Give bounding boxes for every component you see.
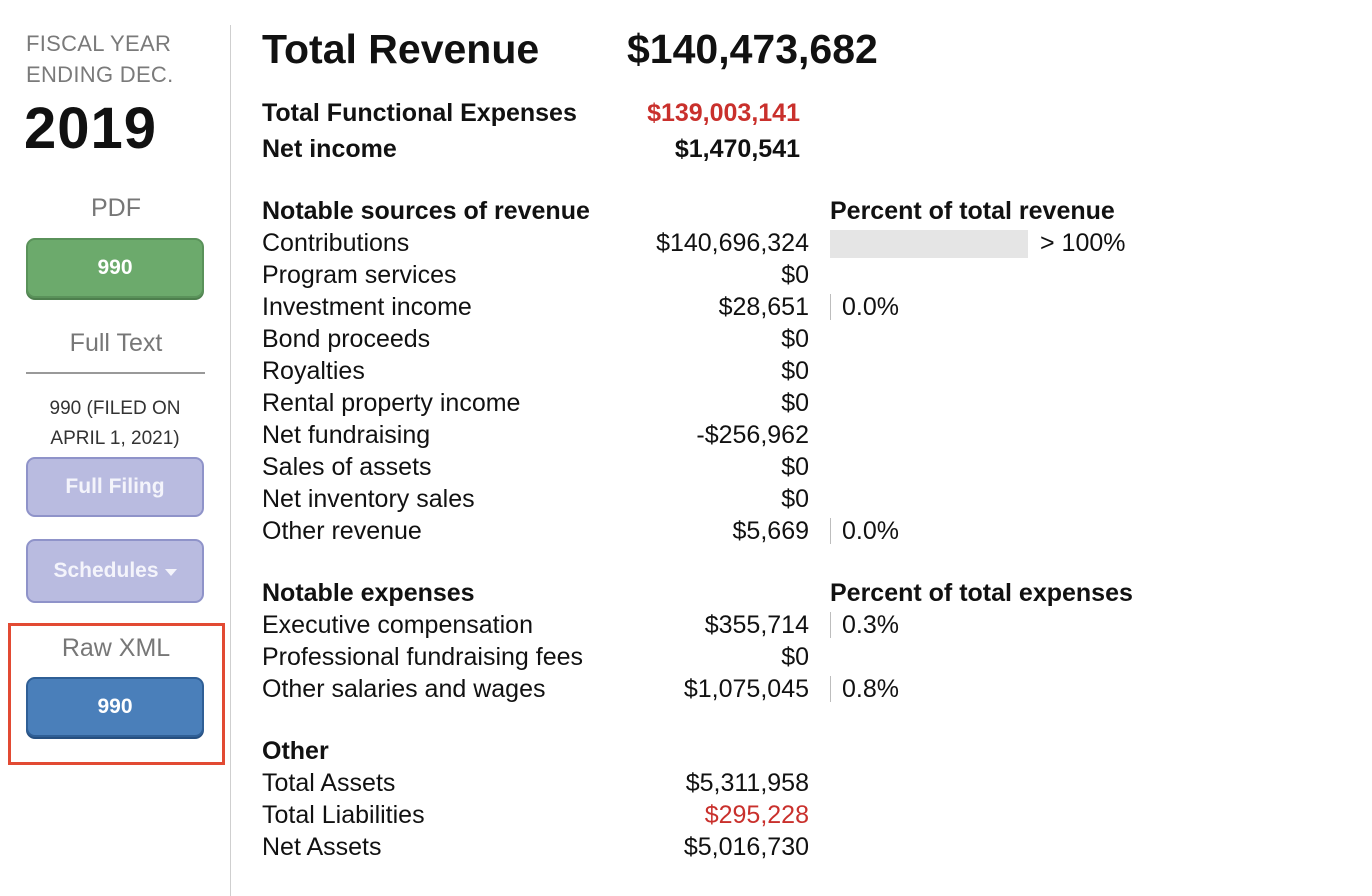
full-filing-button-label: Full Filing <box>65 475 165 498</box>
expenses-row-value: $1,075,045 <box>683 675 809 703</box>
revenue-row-label: Rental property income <box>262 389 521 417</box>
revenue-row-value: $0 <box>781 389 809 417</box>
revenue-row-value: $0 <box>781 485 809 513</box>
expenses-row-value: $355,714 <box>704 611 809 639</box>
revenue-row-label: Contributions <box>262 229 410 257</box>
schedules-button-label: Schedules <box>53 559 159 582</box>
net-income-label: Net income <box>262 135 397 163</box>
revenue-row-label: Net fundraising <box>262 421 431 449</box>
expenses-percent-bar <box>830 676 831 702</box>
other-row-label: Total Assets <box>262 769 396 797</box>
other-row-value: $5,016,730 <box>683 833 809 861</box>
fiscal-year: 2019 <box>24 96 158 161</box>
total-revenue-label: Total Revenue <box>262 26 540 72</box>
other-row-label: Total Liabilities <box>262 801 425 829</box>
expenses-percent-heading: Percent of total expenses <box>830 579 1133 607</box>
expenses-row-percent: 0.8% <box>842 675 899 703</box>
net-income-value: $1,470,541 <box>674 135 800 163</box>
expenses-row-label: Professional fundraising fees <box>262 643 584 671</box>
schedules-dropdown-button[interactable] <box>26 539 204 603</box>
revenue-percent-heading: Percent of total revenue <box>830 197 1115 225</box>
expenses-percent-bar <box>830 612 831 638</box>
raw-xml-label: Raw XML <box>61 634 171 662</box>
expenses-heading: Notable expenses <box>262 579 475 607</box>
expenses-row-label: Other salaries and wages <box>262 675 546 703</box>
revenue-row-percent: 0.0% <box>842 517 899 545</box>
expenses-row-percent: 0.3% <box>842 611 899 639</box>
revenue-row-label: Royalties <box>262 357 365 385</box>
revenue-row-percent: > 100% <box>1040 229 1126 257</box>
other-row-value: $5,311,958 <box>685 769 809 797</box>
revenue-row-label: Other revenue <box>262 517 422 545</box>
total-expenses-value: $139,003,141 <box>647 99 800 127</box>
total-revenue-value: $140,473,682 <box>627 26 878 72</box>
financial-summary <box>262 0 1362 896</box>
revenue-heading: Notable sources of revenue <box>262 197 590 225</box>
revenue-row-value: $28,651 <box>718 293 809 321</box>
pdf-label: PDF <box>91 194 141 222</box>
revenue-row-value: $0 <box>781 453 809 481</box>
revenue-row-label: Program services <box>262 261 457 289</box>
expenses-row-label: Executive compensation <box>262 611 533 639</box>
caret-down-icon <box>165 569 177 576</box>
other-row-label: Net Assets <box>262 833 382 861</box>
fiscal-year-label: FISCAL YEAR ENDING DEC. <box>26 31 174 87</box>
raw-xml-990-button[interactable]: 990 <box>26 677 204 737</box>
expenses-row-value: $0 <box>781 643 809 671</box>
revenue-percent-bar <box>830 230 1028 258</box>
revenue-row-value: -$256,962 <box>696 421 809 449</box>
revenue-row-label: Net inventory sales <box>262 485 475 513</box>
revenue-percent-bar <box>830 294 831 320</box>
full-filing-button[interactable] <box>26 457 204 517</box>
full-text-label: Full Text <box>69 329 163 357</box>
revenue-row-value: $0 <box>781 261 809 289</box>
pdf-990-button[interactable]: 990 <box>26 238 204 298</box>
revenue-percent-bar <box>830 518 831 544</box>
filed-date-label: 990 (FILED ON APRIL 1, 2021) <box>49 398 181 449</box>
revenue-row-value: $140,696,324 <box>656 229 809 257</box>
revenue-row-label: Sales of assets <box>262 453 432 481</box>
revenue-row-percent: 0.0% <box>842 293 899 321</box>
sidebar-divider <box>230 25 231 896</box>
other-heading: Other <box>262 737 329 765</box>
filing-sidebar <box>0 0 230 896</box>
other-row-value: $295,228 <box>704 801 809 829</box>
revenue-row-value: $0 <box>781 325 809 353</box>
revenue-row-label: Bond proceeds <box>262 325 431 353</box>
total-expenses-label: Total Functional Expenses <box>262 99 577 127</box>
full-text-divider <box>26 372 205 374</box>
revenue-row-value: $5,669 <box>732 517 809 545</box>
revenue-row-label: Investment income <box>262 293 472 321</box>
revenue-row-value: $0 <box>781 357 809 385</box>
